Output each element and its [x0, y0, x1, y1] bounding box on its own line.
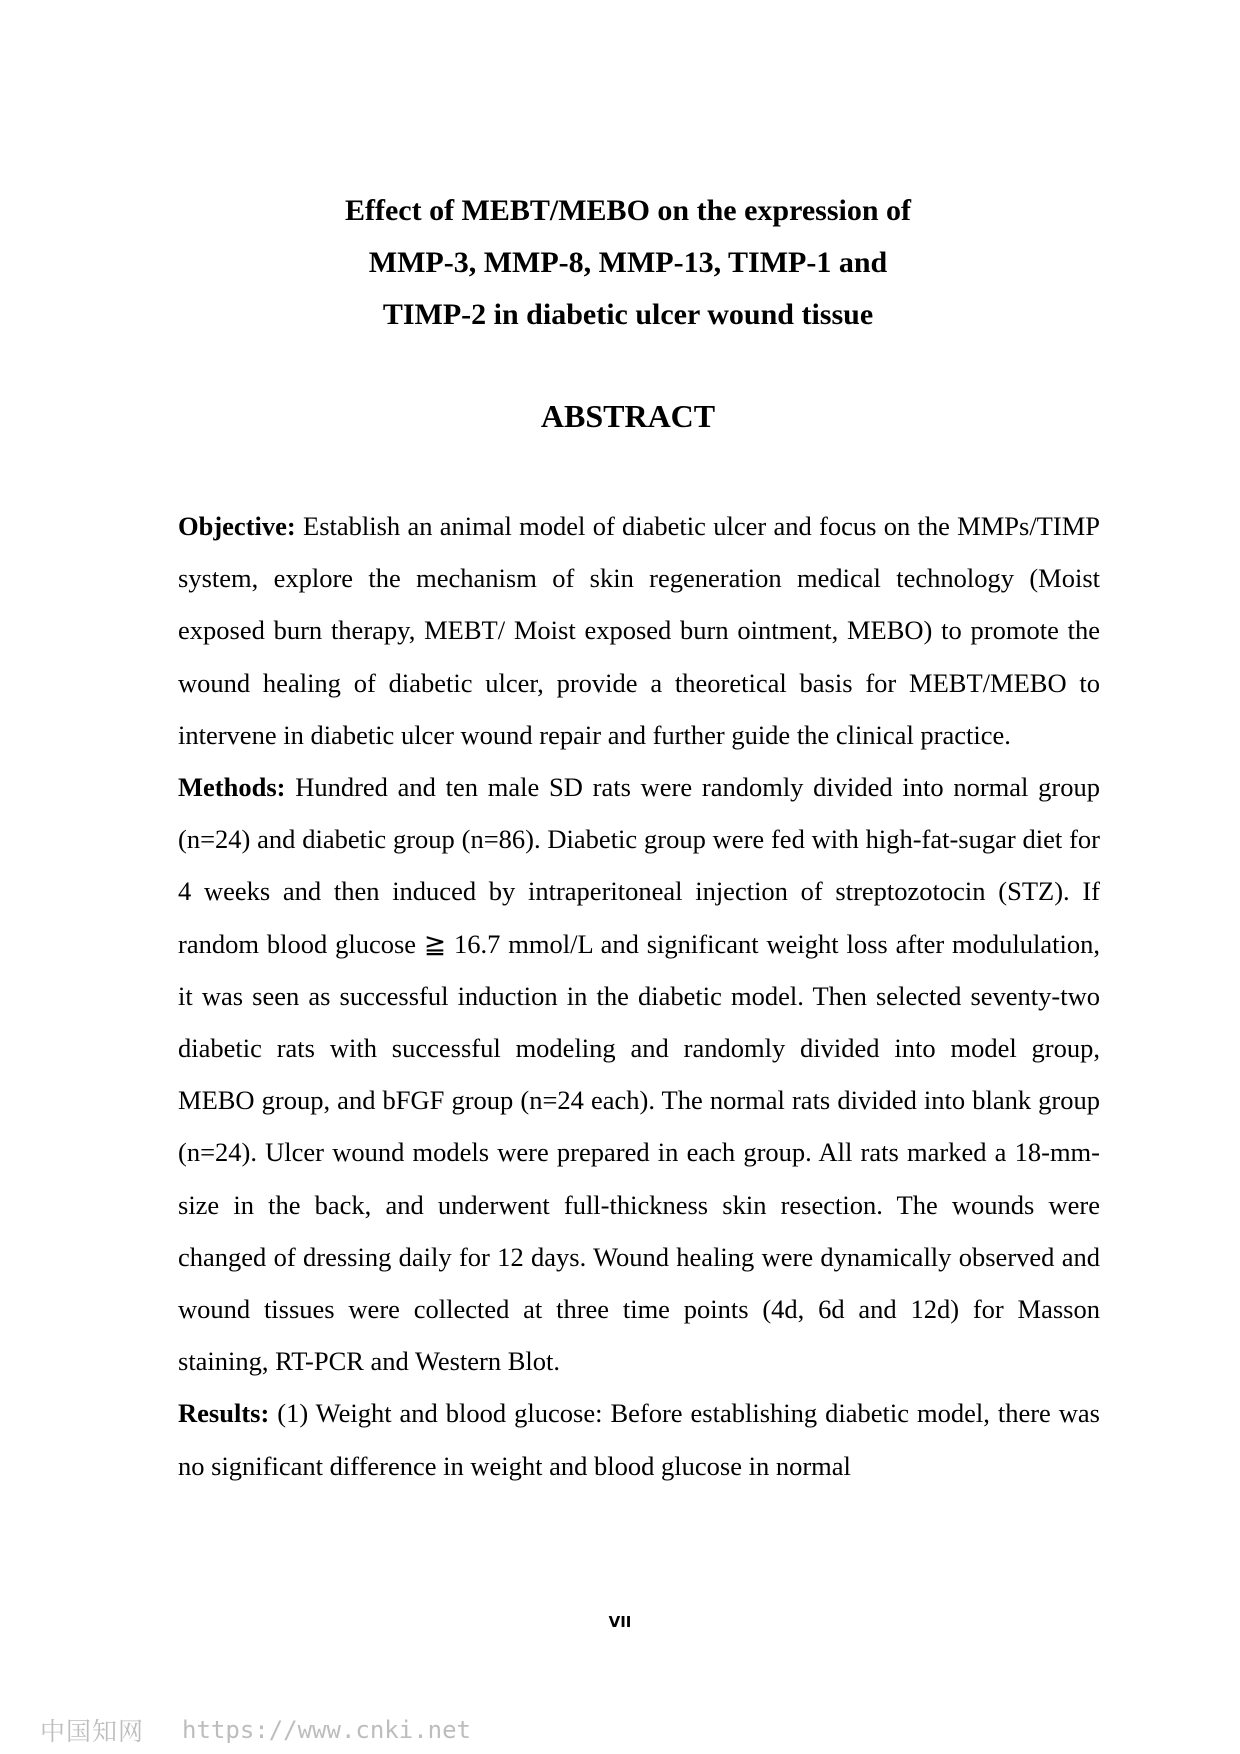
title-line-2: MMP-3, MMP-8, MMP-13, TIMP-1 and [368, 246, 888, 279]
objective-label: Objective: [178, 511, 296, 541]
methods-label: Methods: [178, 772, 286, 803]
title-line-1: Effect of MEBT/MEBO on the expression of [344, 194, 912, 227]
methods-text: Hundred and ten male SD rats were randomly divided into normal group (n=24) and diabetic group (n=86). Diabetic group were fed with high-fat-sugar diet for 4 weeks and then induced by intraperitoneal injection of streptozotocin (STZ). If random blood glucose ≧ 16.7 mmol/L and significant weight loss after modululation, it was seen as successful induction in the diabetic model. Then selected seventy-two diabetic rats with successful modeling and randomly divided into model group, MEBO group, and bFGF group (n=24 each). The normal rats divided into blank group (n=24). Ulcer wound models were prepared in each group. All rats marked a 18-mm-size in the back, and underwent full-thickness skin resection. The wounds were changed of dressing daily for 12 days. Wound healing were dynamically observed and wound tissues were collected at three time points (4d, 6d and 12d) for Masson staining, RT-PCR and Western Blot. [178, 772, 1100, 1377]
paper-title [178, 185, 1078, 341]
objective-text: Establish an animal model of diabetic ulcer and focus on the MMPs/TIMP system, explore the mechanism of skin regeneration medical technology (Moist exposed burn therapy, MEBT/ Moist exposed burn ointment, MEBO) to promote the wound healing of diabetic ulcer, provide a theoretical basis for MEBT/MEBO to intervene in diabetic ulcer wound repair and further guide the clinical practice. [178, 511, 1100, 750]
abstract-heading: ABSTRACT [540, 398, 716, 434]
results-label: Results: [178, 1398, 270, 1429]
methods-paragraph [178, 761, 1100, 1387]
page-number: VII [608, 1613, 632, 1631]
abstract-body [178, 500, 1100, 1492]
title-line-3: TIMP-2 in diabetic ulcer wound tissue [382, 298, 874, 331]
results-paragraph [178, 1387, 1100, 1491]
watermark-chinese-text: 中国知网 [40, 1717, 145, 1746]
objective-paragraph [178, 500, 1100, 761]
results-text: (1) Weight and blood glucose: Before establishing diabetic model, there was no significant difference in weight and blood glucose in normal [178, 1398, 1100, 1481]
watermark-url: https://www.cnki.net [182, 1716, 471, 1744]
cnki-watermark [40, 1712, 471, 1748]
